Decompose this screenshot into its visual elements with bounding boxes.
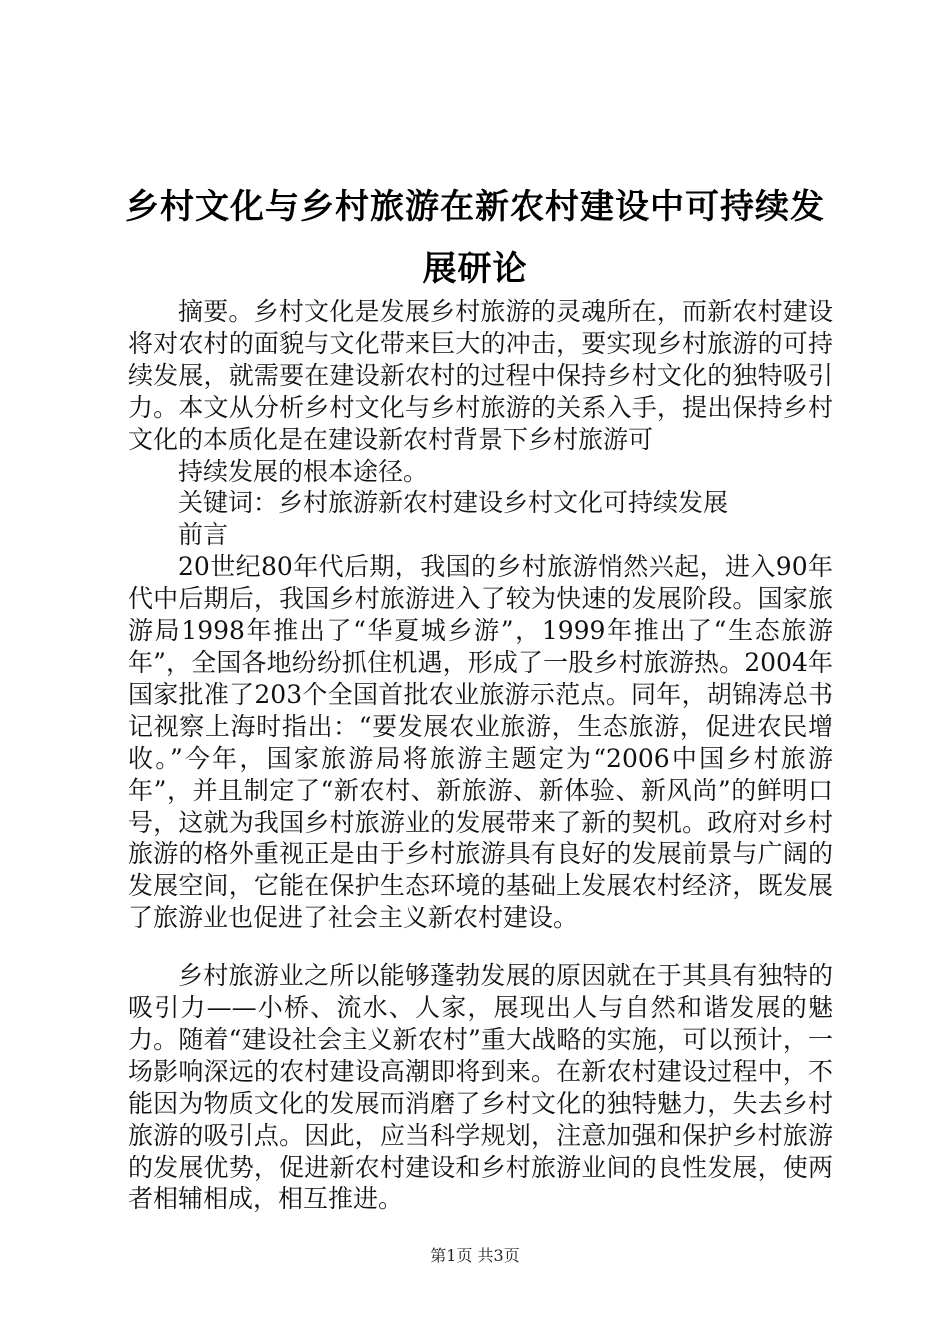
- abstract-continuation: 持续发展的根本途径。: [178, 456, 429, 486]
- body-paragraph-1: 20世纪80年代后期，我国的乡村旅游悄然兴起，进入90年代中后期后，我国乡村旅游进入了较为快速的发展阶段。国家旅游局1998年推出了“华夏城乡游”，1999年推出了“生态旅游年”，全国各地纷纷抓住机遇，形成了一股乡村旅游热。2004年国家批准了203个全国首批农业旅游示范点。同年，胡锦涛总书记视察上海时指出：“要发展农业旅游，生态旅游，促进农民增收。”今年，国家旅游局将旅游主题定为“2006中国乡村旅游年”，并且制定了“新农村、新旅游、新体验、新风尚”的鲜明口号，这就为我国乡村旅游业的发展带来了新的契机。政府对乡村旅游的格外重视正是由于乡村旅游具有良好的发展前景与广阔的发展空间，它能在保护生态环境的基础上发展农村经济，既发展了旅游业也促进了社会主义新农村建设。: [128, 552, 833, 933]
- page-number-footer: 第1页 共3页: [430, 1246, 520, 1265]
- document-title-line-2: 展研论: [422, 249, 528, 289]
- document-body: [128, 296, 833, 1215]
- body-paragraph-2: 乡村旅游业之所以能够蓬勃发展的原因就在于其具有独特的吸引力——小桥、流水、人家，展现出人与自然和谐发展的魅力。随着“建设社会主义新农村”重大战略的实施，可以预计，一场影响深远的农村建设高潮即将到来。在新农村建设过程中，不能因为物质文化的发展而消磨了乡村文化的独特魅力，失去乡村旅游的吸引点。因此，应当科学规划，注意加强和保护乡村旅游的发展优势，促进新农村建设和乡村旅游业间的良性发展，使两者相辅相成，相互推进。: [128, 961, 833, 1214]
- keywords-line: 关键词：乡村旅游新农村建设乡村文化可持续发展: [178, 488, 729, 518]
- paragraph-gap: [128, 934, 833, 960]
- preface-heading: 前言: [178, 520, 229, 550]
- document-title-line-1: 乡村文化与乡村旅游在新农村建设中可持续发: [125, 187, 825, 227]
- abstract-paragraph: 摘要。乡村文化是发展乡村旅游的灵魂所在，而新农村建设将对农村的面貌与文化带来巨大的冲击，要实现乡村旅游的可持续发展，就需要在建设新农村的过程中保持乡村文化的独特吸引力。本文从分析乡村文化与乡村旅游的关系入手，提出保持乡村文化的本质化是在建设新农村背景下乡村旅游可: [128, 297, 833, 454]
